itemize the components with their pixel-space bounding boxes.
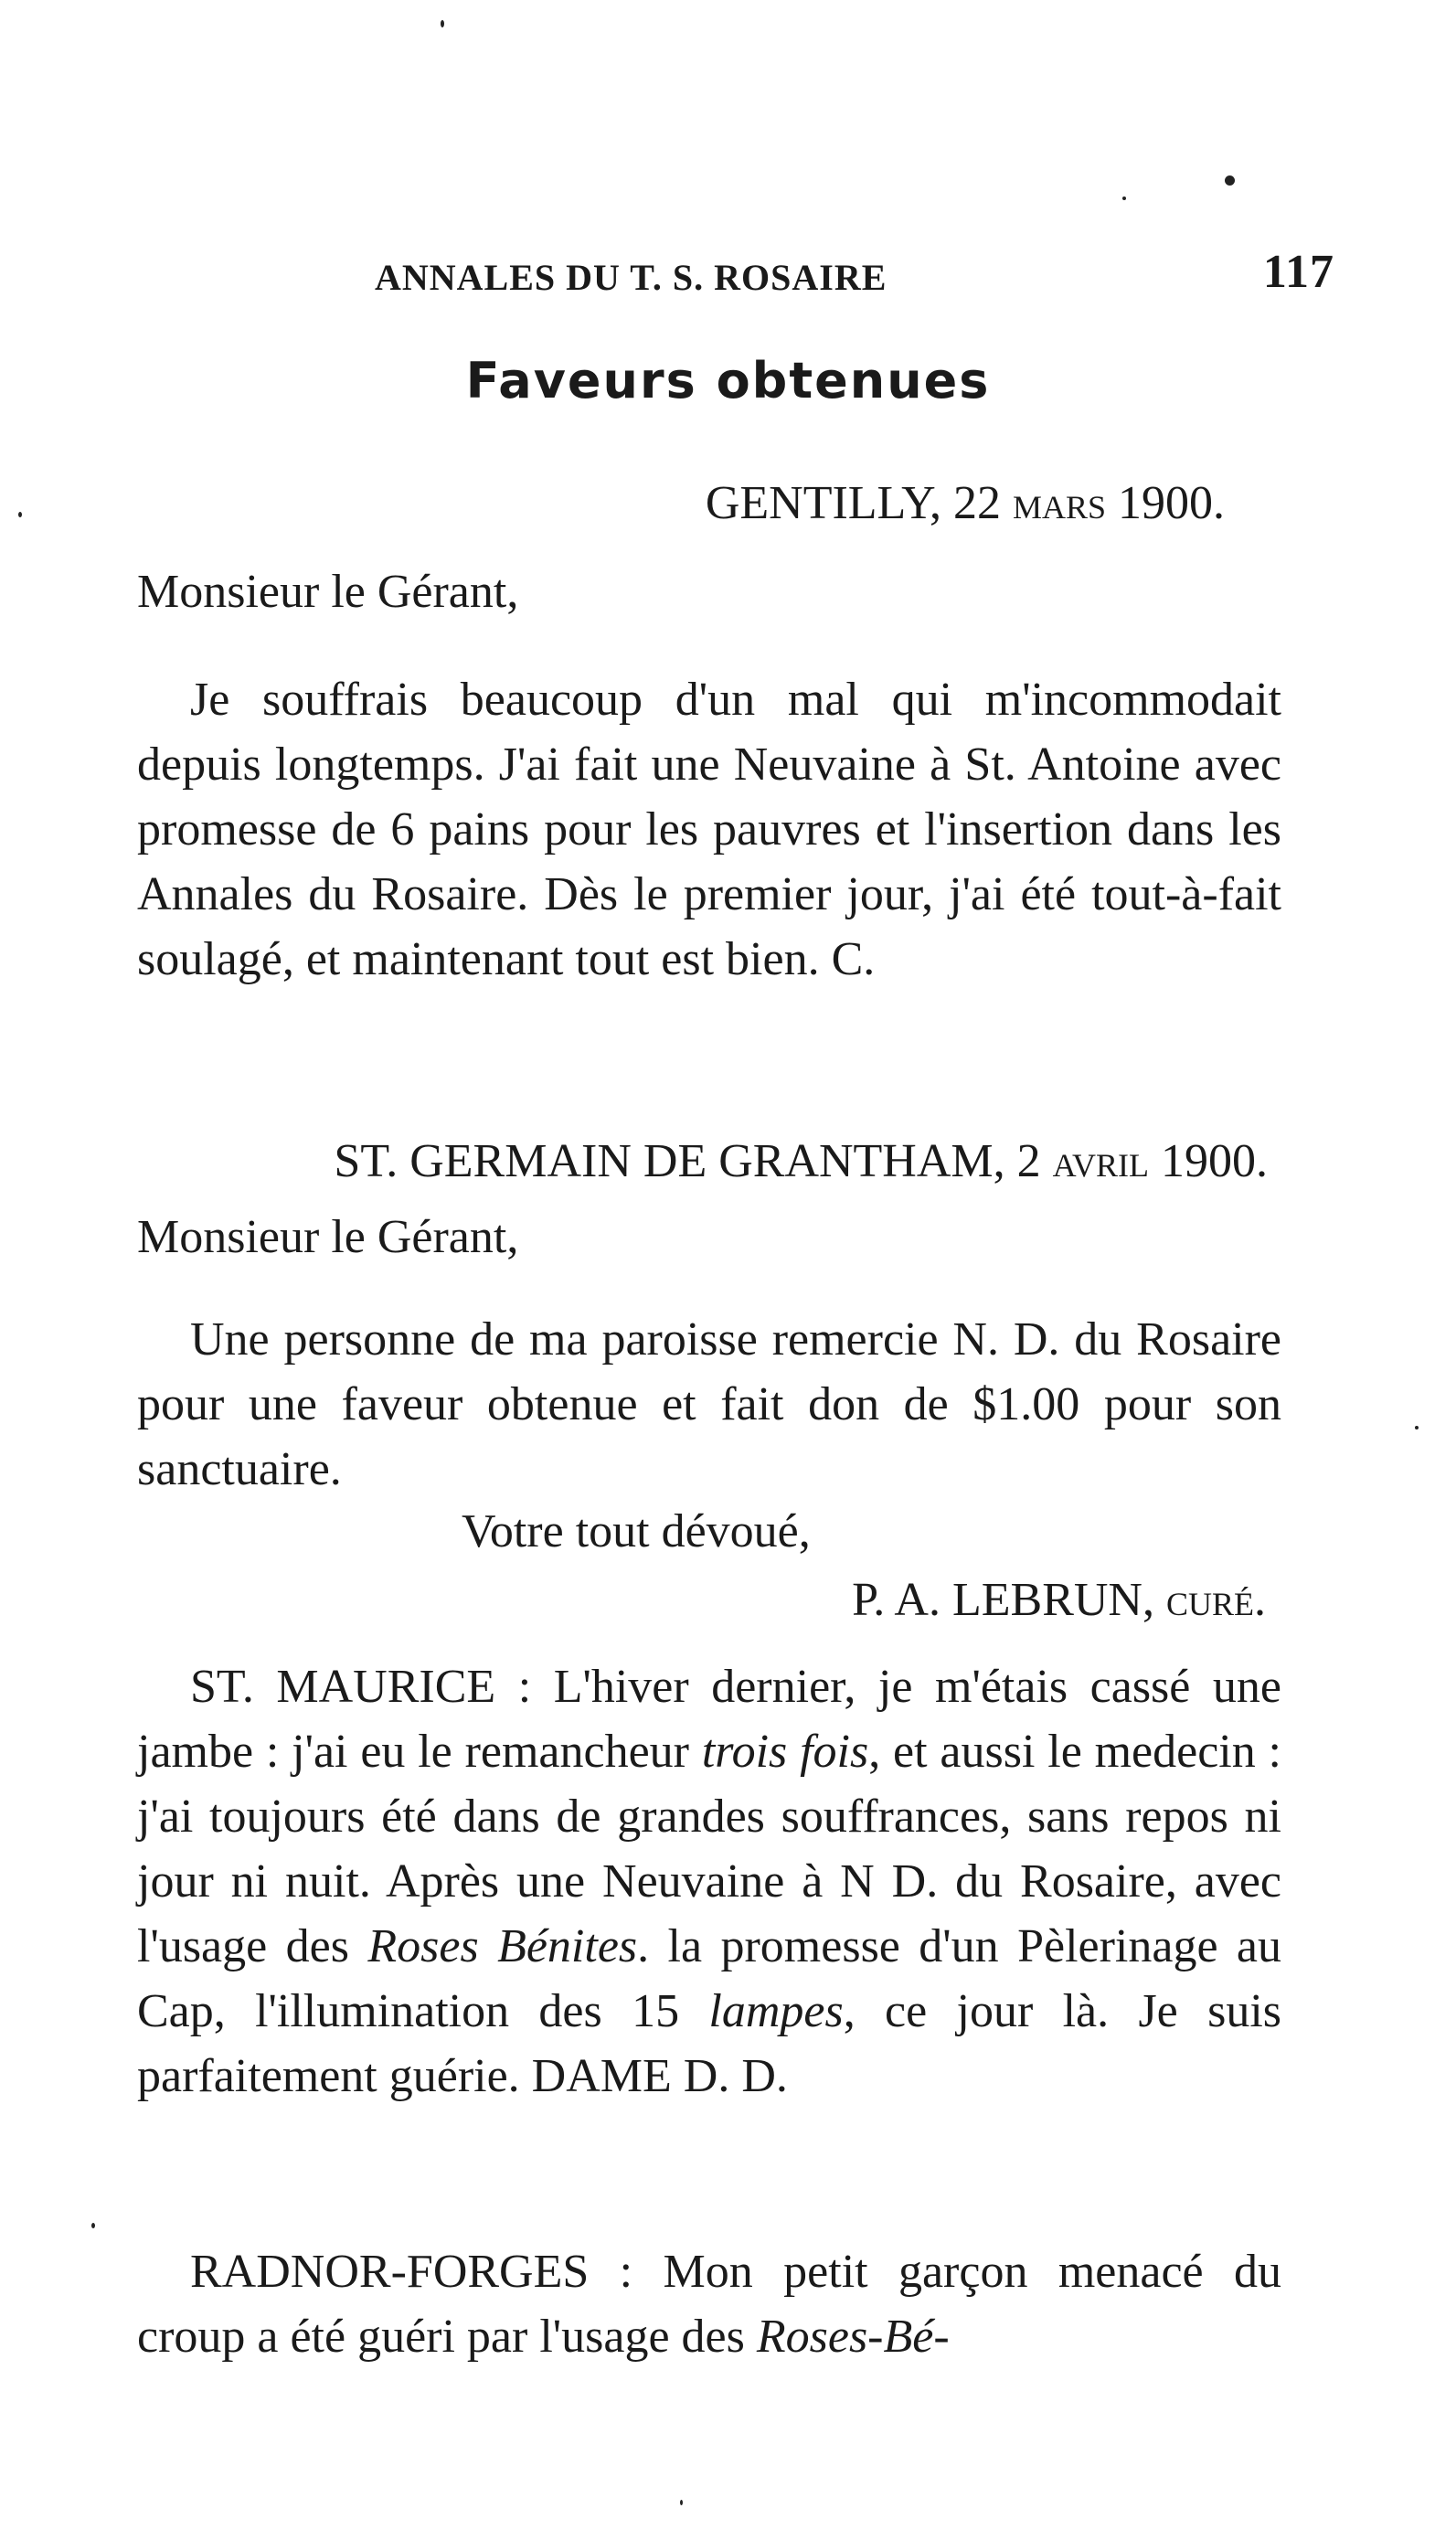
entry3-italic-a: trois fois [701,1726,869,1778]
ink-speck [680,2500,683,2505]
entry3-place: ST. MAURICE : [190,1661,532,1713]
letter2-signature: P. A. LEBRUN, curé. [852,1574,1266,1626]
entry3-text-a: L'hiver dernier, je m'étais cassé une jambe : j'ai eu le remancheur [137,1661,1281,1778]
ink-speck [1225,175,1235,186]
entry4-place: RADNOR-FORGES : [190,2246,633,2298]
section-title: Faveurs obtenues [465,352,991,409]
entry4-text-a: Mon petit garçon menacé du croup a été guéri par l'usage des [137,2246,1282,2363]
ink-speck [1122,197,1126,200]
entry3-italic-b: Roses Bénites [367,1920,638,1972]
entry4-italic-a: Roses-Bé- [756,2311,950,2363]
entry3-body [137,1654,1281,2109]
letter2-body: Une personne de ma paroisse remercie N. D. du Rosaire pour une faveur obtenue et fait don de $1.00 pour son sanctuaire. [137,1313,1281,1495]
ink-speck [18,512,22,517]
entry3-text-b: , et aussi le medecin : j'ai toujours été dans de grandes souffrances, sans repos ni jour ni nuit. Après une Neuvaine à N D. du Rosaire, avec l'usage des [137,1726,1282,1972]
ink-speck [1415,1426,1419,1429]
entry3-signature: DAME D. D. [531,2050,788,2102]
ink-speck [441,20,444,27]
letter1-body: Je souffrais beaucoup d'un mal qui m'incommodait depuis longtemps. J'ai fait une Neuvaine à St. Antoine avec promesse de 6 pains pour les pauvres et l'insertion dans les Annales du Rosaire. Dès le premier jour, j'ai été tout-à-fait soulagé, et maintenant tout est bien. C. [137,674,1281,985]
running-title: ANNALES DU T. S. ROSAIRE [375,257,887,298]
letter1-place-date: GENTILLY, 22 mars 1900. [705,477,1225,529]
entry4-body [137,2239,1281,2369]
letter2-closing: Votre tout dévoué, [462,1505,811,1557]
ink-speck [91,2223,95,2228]
letter2-salutation: Monsieur le Gérant, [137,1211,519,1263]
entry3-italic-c: lampes [708,1985,844,2037]
letter1-salutation: Monsieur le Gérant, [137,566,519,618]
page-number: 117 [1262,246,1334,298]
entry3-text-d: , ce jour là. Je suis parfaitement guérie. [137,1985,1282,2102]
entry3-text-c: . la promesse d'un Pèlerinage au Cap, l'illumination des 15 [137,1920,1282,2037]
letter2-place-date: ST. GERMAIN DE GRANTHAM, 2 avril 1900. [334,1135,1268,1187]
